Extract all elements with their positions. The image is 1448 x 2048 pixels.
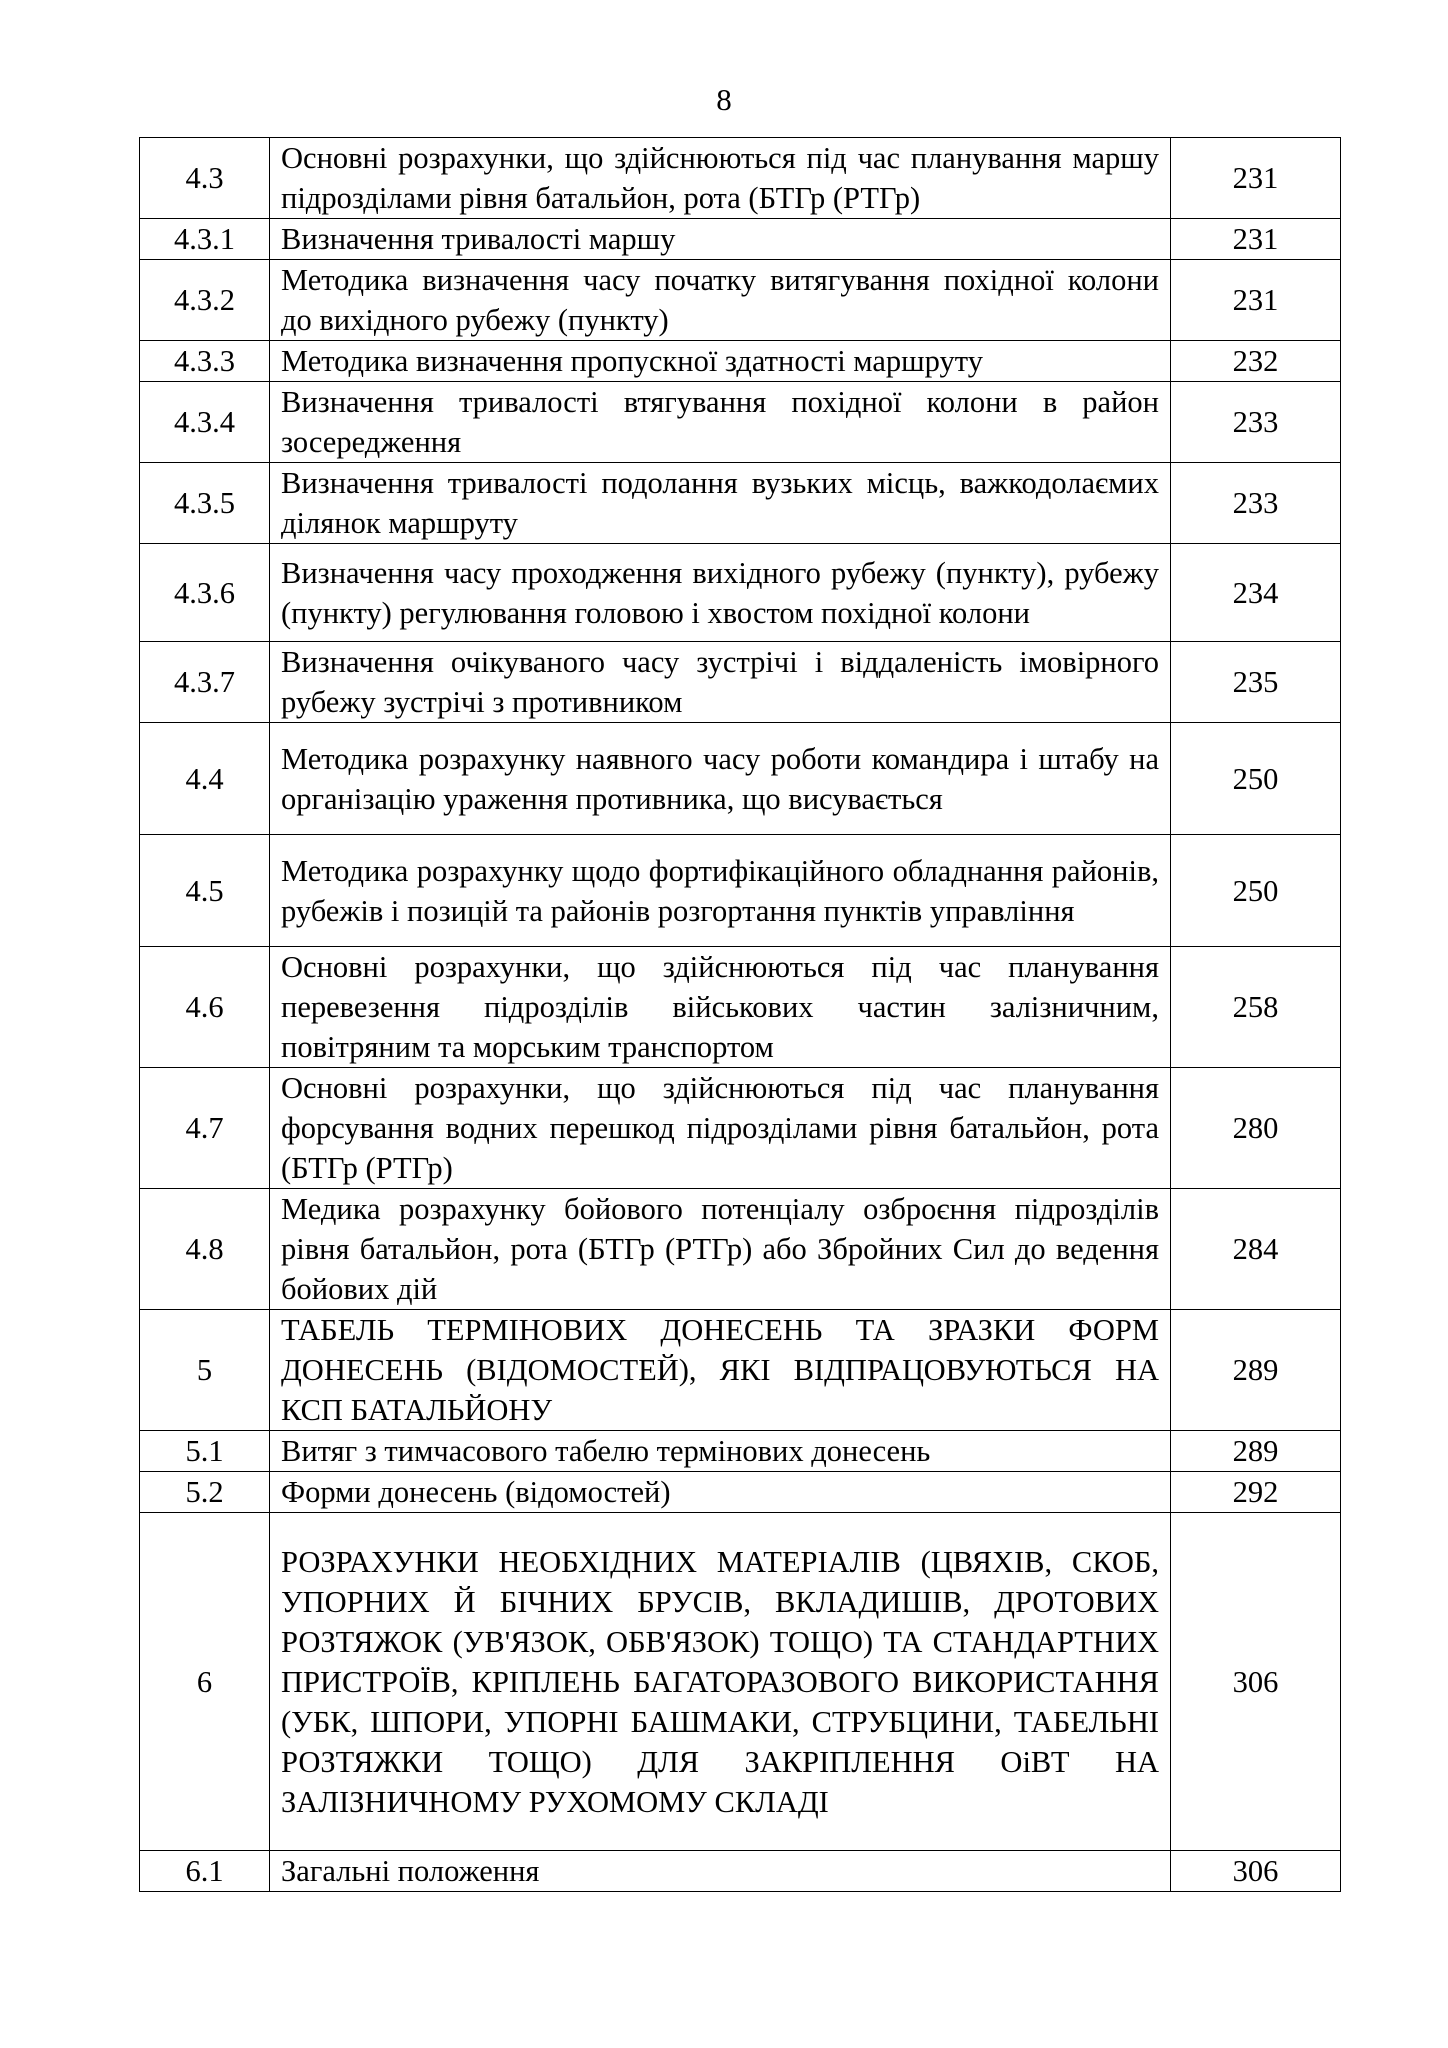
section-title: Методика визначення часу початку витягування похідної колони до вихідного рубежу (пункту) — [270, 260, 1171, 341]
toc-body — [140, 138, 1341, 1892]
table-row — [140, 835, 1341, 947]
section-number: 4.3.4 — [140, 382, 270, 463]
section-title: Методика розрахунку наявного часу роботи командира і штабу на організацію ураження противника, що висувається — [270, 723, 1171, 835]
section-number: 4.6 — [140, 947, 270, 1068]
section-number: 5 — [140, 1310, 270, 1431]
table-row — [140, 1851, 1341, 1892]
page-reference: 232 — [1171, 341, 1341, 382]
section-number: 4.5 — [140, 835, 270, 947]
table-row — [140, 1189, 1341, 1310]
page-reference: 306 — [1171, 1513, 1341, 1851]
page-number: 8 — [716, 82, 732, 117]
table-row — [140, 1472, 1341, 1513]
section-number: 5.2 — [140, 1472, 270, 1513]
section-number: 4.7 — [140, 1068, 270, 1189]
section-number: 4.3.2 — [140, 260, 270, 341]
section-title: Витяг з тимчасового табелю термінових донесень — [270, 1431, 1171, 1472]
section-title: Медика розрахунку бойового потенціалу озброєння підрозділів рівня батальйон, рота (БТГр (РТГр) або Збройних Сил до ведення бойових дій — [270, 1189, 1171, 1310]
section-number: 4.4 — [140, 723, 270, 835]
page-reference: 231 — [1171, 138, 1341, 219]
table-row — [140, 947, 1341, 1068]
section-title: Визначення очікуваного часу зустрічі і віддаленість імовірного рубежу зустрічі з противником — [270, 642, 1171, 723]
table-row — [140, 642, 1341, 723]
section-title: Визначення тривалості маршу — [270, 219, 1171, 260]
table-row — [140, 1310, 1341, 1431]
section-title: РОЗРАХУНКИ НЕОБХІДНИХ МАТЕРІАЛІВ (ЦВЯХІВ, СКОБ, УПОРНИХ Й БІЧНИХ БРУСІВ, ВКЛАДИШІВ, ДРОТОВИХ РОЗТЯЖОК (УВ'ЯЗОК, ОБВ'ЯЗОК) ТОЩО) ТА СТАНДАРТНИХ ПРИСТРОЇВ, КРІПЛЕНЬ БАГАТОРАЗОВОГО ВИКОРИСТАННЯ (УБК, ШПОРИ, УПОРНІ БАШМАКИ, СТРУБЦИНИ, ТАБЕЛЬНІ РОЗТЯЖКИ ТОЩО) ДЛЯ ЗАКРІПЛЕННЯ ОіВТ НА ЗАЛІЗНИЧНОМУ РУХОМОМУ СКЛАДІ — [270, 1513, 1171, 1851]
section-number: 4.3.6 — [140, 544, 270, 642]
section-number: 6 — [140, 1513, 270, 1851]
table-row — [140, 1068, 1341, 1189]
page-reference: 233 — [1171, 382, 1341, 463]
section-title: Методика розрахунку щодо фортифікаційного обладнання районів, рубежів і позицій та районів розгортання пунктів управління — [270, 835, 1171, 947]
page-reference: 292 — [1171, 1472, 1341, 1513]
table-row — [140, 219, 1341, 260]
page-reference: 250 — [1171, 723, 1341, 835]
table-row — [140, 544, 1341, 642]
section-title: Основні розрахунки, що здійснюються під час планування форсування водних перешкод підрозділами рівня батальйон, рота (БТГр (РТГр) — [270, 1068, 1171, 1189]
table-of-contents — [139, 137, 1341, 1892]
section-title: Визначення тривалості подолання вузьких місць, важкодолаємих ділянок маршруту — [270, 463, 1171, 544]
page-reference: 284 — [1171, 1189, 1341, 1310]
page-reference: 306 — [1171, 1851, 1341, 1892]
section-number: 4.3 — [140, 138, 270, 219]
page-reference: 234 — [1171, 544, 1341, 642]
section-title: Основні розрахунки, що здійснюються під час планування маршу підрозділами рівня батальйон, рота (БТГр (РТГр) — [270, 138, 1171, 219]
section-title: Основні розрахунки, що здійснюються під час планування перевезення підрозділів військових частин залізничним, повітряним та морським транспортом — [270, 947, 1171, 1068]
table-row — [140, 723, 1341, 835]
section-number: 4.3.7 — [140, 642, 270, 723]
page-reference: 231 — [1171, 260, 1341, 341]
section-number: 4.3.3 — [140, 341, 270, 382]
section-number: 5.1 — [140, 1431, 270, 1472]
section-title: Методика визначення пропускної здатності маршруту — [270, 341, 1171, 382]
table-row — [140, 341, 1341, 382]
section-title: ТАБЕЛЬ ТЕРМІНОВИХ ДОНЕСЕНЬ ТА ЗРАЗКИ ФОРМ ДОНЕСЕНЬ (ВІДОМОСТЕЙ), ЯКІ ВІДПРАЦОВУЮТЬСЯ НА КСП БАТАЛЬЙОНУ — [270, 1310, 1171, 1431]
section-title: Загальні положення — [270, 1851, 1171, 1892]
table-row — [140, 260, 1341, 341]
table-row — [140, 1431, 1341, 1472]
section-title: Форми донесень (відомостей) — [270, 1472, 1171, 1513]
section-number: 4.8 — [140, 1189, 270, 1310]
table-row — [140, 463, 1341, 544]
page-reference: 231 — [1171, 219, 1341, 260]
page-reference: 233 — [1171, 463, 1341, 544]
section-number: 4.3.5 — [140, 463, 270, 544]
page-reference: 289 — [1171, 1431, 1341, 1472]
section-title: Визначення тривалості втягування похідної колони в район зосередження — [270, 382, 1171, 463]
page-reference: 250 — [1171, 835, 1341, 947]
table-row — [140, 138, 1341, 219]
page-reference: 289 — [1171, 1310, 1341, 1431]
section-number: 4.3.1 — [140, 219, 270, 260]
page-reference: 258 — [1171, 947, 1341, 1068]
page-reference: 235 — [1171, 642, 1341, 723]
table-row — [140, 382, 1341, 463]
table-row — [140, 1513, 1341, 1851]
section-number: 6.1 — [140, 1851, 270, 1892]
page-reference: 280 — [1171, 1068, 1341, 1189]
section-title: Визначення часу проходження вихідного рубежу (пункту), рубежу (пункту) регулювання головою і хвостом похідної колони — [270, 544, 1171, 642]
